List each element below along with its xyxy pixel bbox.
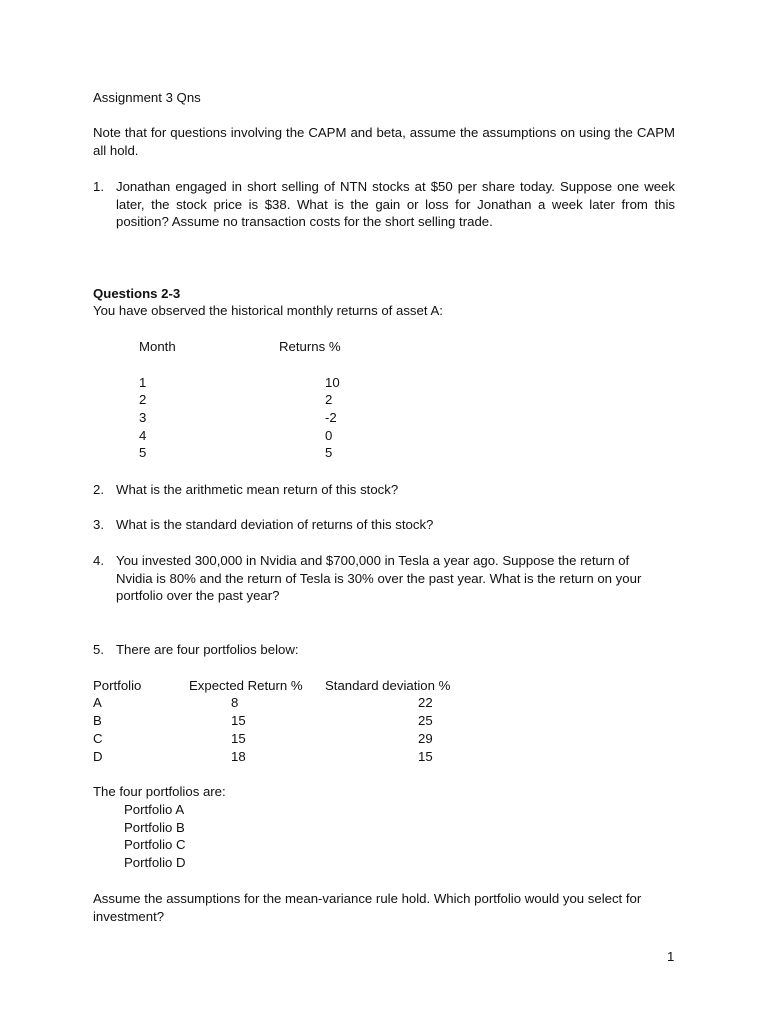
question-number: 4. bbox=[93, 553, 104, 568]
table-cell-month: 5 bbox=[139, 445, 147, 460]
table-cell-portfolio: C bbox=[93, 731, 103, 746]
table-cell-return: 10 bbox=[325, 375, 340, 390]
list-item: Portfolio D bbox=[124, 855, 186, 870]
table-cell-std-dev: 25 bbox=[418, 713, 433, 728]
table-cell-month: 2 bbox=[139, 392, 147, 407]
column-header-returns: Returns % bbox=[279, 339, 341, 354]
document-title: Assignment 3 Qns bbox=[93, 90, 201, 105]
section-heading: Questions 2-3 bbox=[93, 286, 181, 301]
table-cell-expected-return: 8 bbox=[231, 695, 239, 710]
table-cell-expected-return: 15 bbox=[231, 713, 246, 728]
column-header-expected-return: Expected Return % bbox=[189, 678, 303, 693]
question-text: What is the standard deviation of returns of this stock? bbox=[116, 517, 434, 532]
list-item: Portfolio A bbox=[124, 802, 185, 817]
question-text: What is the arithmetic mean return of this stock? bbox=[116, 482, 399, 497]
question-text: There are four portfolios below: bbox=[116, 642, 299, 657]
page-number: 1 bbox=[667, 949, 675, 964]
table-cell-std-dev: 22 bbox=[418, 695, 433, 710]
question-text: You invested 300,000 in Nvidia and $700,000 in Tesla a year ago. Suppose the return of Nvidia is 80% and the return of Tesla is 30% over the past year. What is the return on your portfolio over the past year? bbox=[116, 553, 642, 603]
column-header-month: Month bbox=[139, 339, 176, 354]
capm-note: Note that for questions involving the CAPM and beta, assume the assumptions on using the CAPM all hold. bbox=[93, 125, 675, 158]
table-cell-month: 3 bbox=[139, 410, 147, 425]
list-item: Portfolio B bbox=[124, 820, 185, 835]
column-header-std-dev: Standard deviation % bbox=[325, 678, 451, 693]
section-intro: You have observed the historical monthly returns of asset A: bbox=[93, 303, 443, 318]
list-item: Portfolio C bbox=[124, 837, 186, 852]
portfolios-intro: The four portfolios are: bbox=[93, 784, 226, 799]
question-text: Jonathan engaged in short selling of NTN stocks at $50 per share today. Suppose one week later, the stock price is $38. What is the gain or loss for Jonathan a week later from this position? Assume no transaction costs for the short selling trade. bbox=[116, 179, 675, 229]
table-cell-month: 1 bbox=[139, 375, 147, 390]
table-cell-std-dev: 15 bbox=[418, 749, 433, 764]
table-cell-expected-return: 18 bbox=[231, 749, 246, 764]
table-cell-return: -2 bbox=[325, 410, 337, 425]
table-cell-return: 5 bbox=[325, 445, 333, 460]
table-cell-portfolio: A bbox=[93, 695, 102, 710]
table-cell-return: 0 bbox=[325, 428, 333, 443]
question-number: 2. bbox=[93, 482, 104, 497]
table-cell-portfolio: D bbox=[93, 749, 103, 764]
table-cell-expected-return: 15 bbox=[231, 731, 246, 746]
table-cell-portfolio: B bbox=[93, 713, 102, 728]
table-cell-std-dev: 29 bbox=[418, 731, 433, 746]
closing-question: Assume the assumptions for the mean-variance rule hold. Which portfolio would you select for investment? bbox=[93, 891, 642, 924]
question-number: 1. bbox=[93, 179, 104, 194]
question-number: 3. bbox=[93, 517, 104, 532]
table-cell-month: 4 bbox=[139, 428, 147, 443]
question-number: 5. bbox=[93, 642, 104, 657]
table-cell-return: 2 bbox=[325, 392, 333, 407]
column-header-portfolio: Portfolio bbox=[93, 678, 142, 693]
